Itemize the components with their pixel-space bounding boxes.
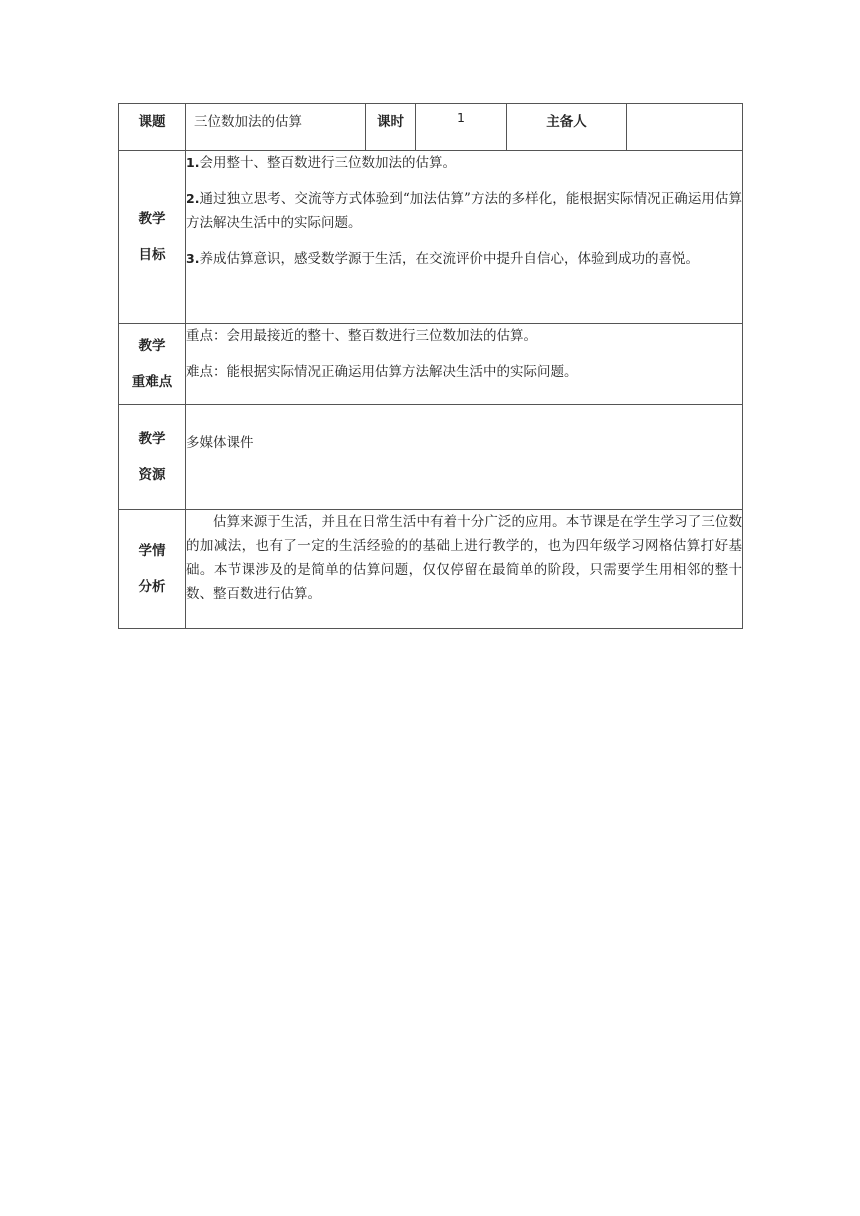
focus-text: 重点：会用最接近的整十、整百数进行三位数加法的估算。 [186, 328, 537, 344]
topic-label: 课题 [119, 104, 186, 151]
key-points-row [119, 324, 743, 405]
analysis-content [186, 510, 743, 629]
objective-item: 1.会用整十、整百数进行三位数加法的估算。 [186, 155, 456, 171]
objective-item: 3.养成估算意识，感受数学源于生活，在交流评价中提升自信心，体验到成功的喜悦。 [186, 251, 699, 267]
objectives-content [186, 151, 743, 324]
analysis-label: 学情 分析 [119, 510, 186, 629]
objective-item: 2.通过独立思考、交流等方式体验到“加法估算”方法的多样化，能根据实际情况正确运用估算方法解决生活中的实际问题。 [186, 191, 742, 231]
analysis-text: 估算来源于生活，并且在日常生活中有着十分广泛的应用。本节课是在学生学习了三位数的加减法，也有了一定的生活经验的的基础上进行教学的，也为四年级学习网格估算打好基础。本节课涉及的是简单的估算问题，仅仅停留在最简单的阶段，只需要学生用相邻的整十数、整百数进行估算。 [186, 514, 742, 602]
period-label: 课时 [366, 104, 416, 151]
resources-content [186, 405, 743, 510]
header-row [119, 104, 743, 151]
period-value: 1 [416, 104, 507, 151]
key-points-content [186, 324, 743, 405]
key-points-label: 教学 重难点 [119, 324, 186, 405]
resources-text: 多媒体课件 [186, 435, 254, 451]
preparer-value [627, 104, 743, 151]
preparer-label: 主备人 [507, 104, 627, 151]
topic-value: 三位数加法的估算 [186, 104, 366, 151]
objectives-row [119, 151, 743, 324]
difficulty-text: 难点：能根据实际情况正确运用估算方法解决生活中的实际问题。 [186, 364, 578, 380]
analysis-row [119, 510, 743, 629]
resources-label: 教学 资源 [119, 405, 186, 510]
resources-row [119, 405, 743, 510]
lesson-plan-table [118, 103, 743, 629]
objectives-label: 教学 目标 [119, 151, 186, 324]
